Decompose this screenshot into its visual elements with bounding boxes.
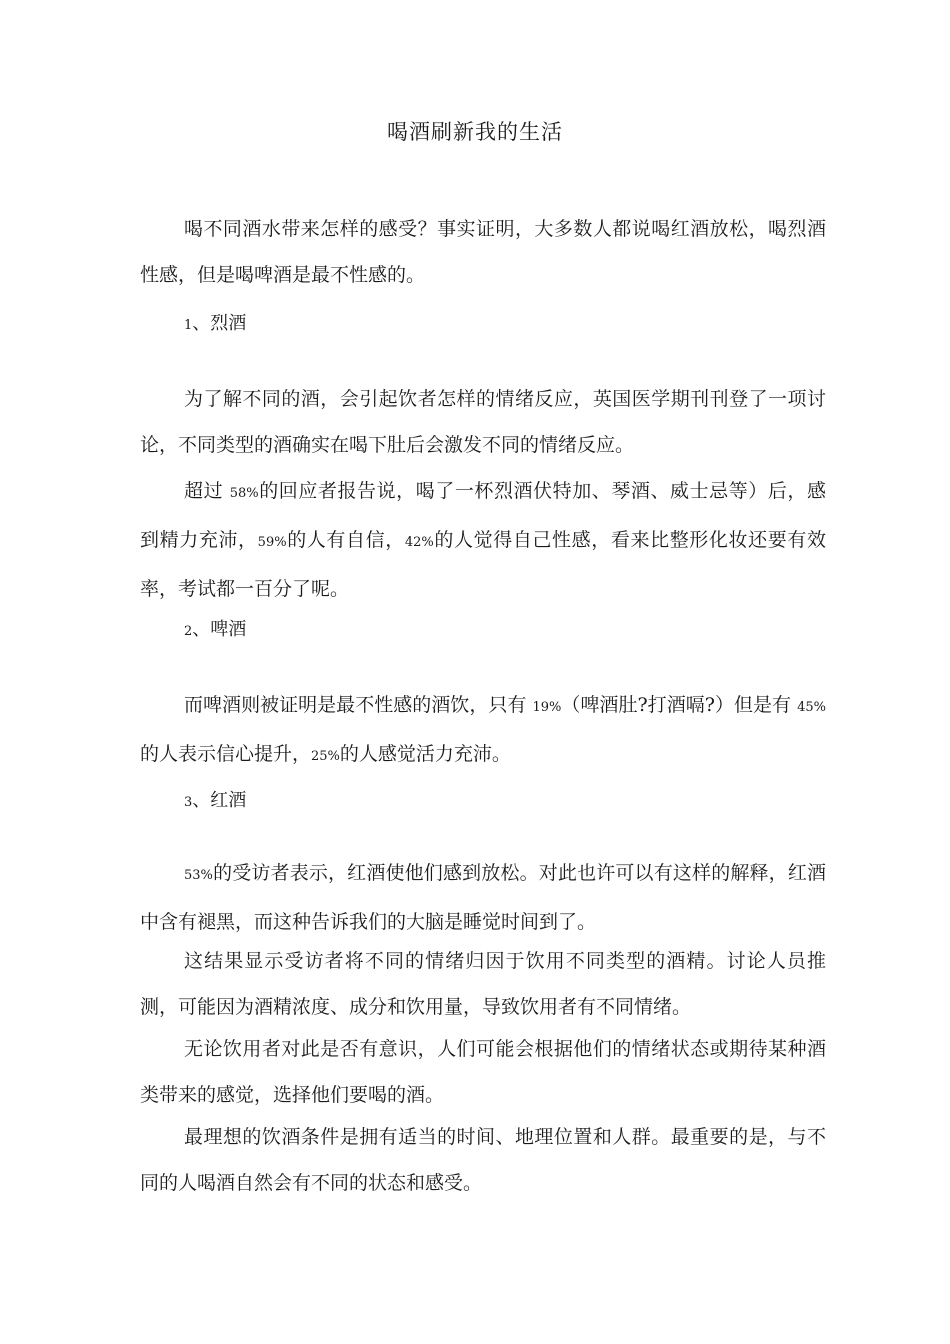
text-run: 的人觉得自己性感，看来比整形化妆还要有效率，考试都一百分了呢。 [140,529,826,600]
document-title: 喝酒刷新我的生活 [387,120,563,144]
section-number: 2 [184,624,193,639]
section-title: 、烈酒 [192,313,247,334]
text-run: 而啤酒则被证明是最不性感的酒饮，只有 [184,694,533,716]
section-number: 3 [184,795,193,810]
red-wine-paragraph-2: 这结果显示受访者将不同的情绪归因于饮用不同类型的酒精。讨论人员推测，可能因为酒精浓度、成分和饮用量，导致饮用者有不同情绪。 [140,950,826,1018]
section-number: 1 [184,318,193,333]
intro-paragraph: 喝不同酒水带来怎样的感受？事实证明，大多数人都说喝红酒放松，喝烈酒性感，但是喝啤酒是最不性感的。 [140,218,826,286]
section-title: 、啤酒 [192,619,247,640]
text-run: （啤酒肚?打酒嗝?）但是有 [561,694,798,716]
percent-value: 25% [311,749,340,764]
percent-value: 45% [797,700,826,715]
red-wine-paragraph-3: 无论饮用者对此是否有意识，人们可能会根据他们的情绪状态或期待某种酒类带来的感觉，选择他们要喝的酒。 [140,1038,826,1106]
text-run: 的受访者表示，红酒使他们感到放松。对此也许可以有这样的解释，红酒中含有褪黑，而这种告诉我们的大脑是睡觉时间到了。 [140,862,826,933]
percent-value: 19% [532,700,562,715]
section-heading-spirits [184,306,246,344]
spirits-paragraph-1: 为了解不同的酒，会引起饮者怎样的情绪反应，英国医学期刊刊登了一项讨论，不同类型的酒确实在喝下肚后会激发不同的情绪反应。 [140,388,826,456]
text-run: 的回应者报告说，喝了一杯烈酒伏特加、琴酒、威士忌等）后，感到精力充沛， [140,480,826,551]
red-wine-paragraph-1 [140,850,826,945]
spirits-paragraph-2 [140,468,826,612]
text-run: 超过 [184,480,230,502]
percent-value: 42% [404,535,434,550]
text-run: 的人感觉活力充沛。 [339,743,511,765]
red-wine-paragraph-4: 最理想的饮酒条件是拥有适当的时间、地理位置和人群。最重要的是，与不同的人喝酒自然会有不同的状态和感受。 [140,1126,826,1194]
text-run: 的人有自信， [286,529,405,551]
beer-paragraph [140,682,826,780]
section-title: 、红酒 [192,790,247,811]
text-run: 的人表示信心提升， [140,743,312,765]
section-heading-beer [184,612,246,650]
section-heading-red-wine [184,783,246,821]
percent-value: 58% [229,486,259,501]
percent-value: 59% [257,535,287,550]
percent-value: 53% [184,868,213,883]
